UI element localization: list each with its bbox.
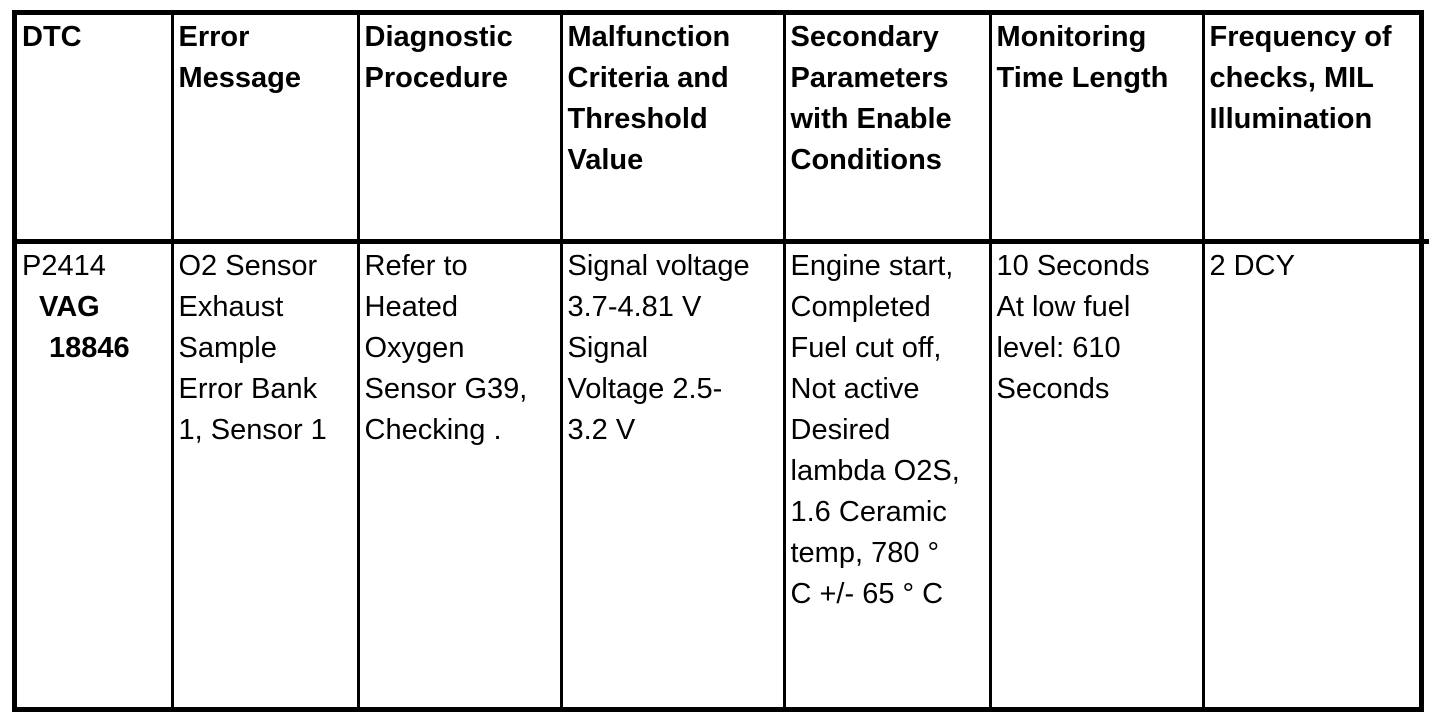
cell-line: temp, 780 ° bbox=[790, 536, 940, 569]
cell-line: level: 610 bbox=[996, 331, 1121, 364]
cell-line: Desired bbox=[790, 413, 891, 446]
header-line: Secondary bbox=[790, 21, 939, 53]
cell-line: Heated bbox=[364, 290, 459, 323]
header-line: Procedure bbox=[364, 62, 508, 94]
cell-line: Signal bbox=[567, 331, 649, 364]
cell-line: 3.2 V bbox=[567, 413, 636, 446]
dtc-table-frame bbox=[12, 10, 1424, 712]
header-line: Conditions bbox=[790, 144, 942, 176]
cell-line: C +/- 65 ° C bbox=[790, 577, 944, 610]
cell-line: 2 DCY bbox=[1209, 249, 1295, 282]
cell-dtc bbox=[17, 241, 172, 707]
cell-line: Sensor G39, bbox=[364, 372, 528, 405]
header-line: Time Length bbox=[996, 62, 1169, 94]
dtc-table bbox=[17, 15, 1429, 707]
cell-line: Oxygen bbox=[364, 331, 465, 364]
cell-line: At low fuel bbox=[996, 290, 1131, 323]
header-secondary-parameters bbox=[784, 15, 990, 241]
header-diagnostic-procedure bbox=[358, 15, 561, 241]
header-line: with Enable bbox=[790, 103, 952, 135]
header-frequency bbox=[1203, 15, 1429, 241]
header-dtc bbox=[17, 15, 172, 241]
header-line: Diagnostic bbox=[364, 21, 513, 53]
cell-malfunction-criteria bbox=[561, 241, 784, 707]
cell-line: 1.6 Ceramic bbox=[790, 495, 947, 528]
cell-error-message bbox=[172, 241, 358, 707]
cell-line: Refer to bbox=[364, 249, 468, 282]
cell-diagnostic-procedure bbox=[358, 241, 561, 707]
cell-line: Checking . bbox=[364, 413, 502, 446]
cell-line: lambda O2S, bbox=[790, 454, 960, 487]
header-line: Parameters bbox=[790, 62, 949, 94]
header-line: DTC bbox=[22, 21, 82, 53]
cell-monitoring-time bbox=[990, 241, 1203, 707]
header-malfunction-criteria bbox=[561, 15, 784, 241]
dtc-code: P2414 bbox=[22, 249, 106, 282]
vag-label: VAG bbox=[39, 290, 100, 323]
header-line: Criteria and bbox=[567, 62, 729, 94]
header-error-message bbox=[172, 15, 358, 241]
cell-line: Signal voltage bbox=[567, 249, 750, 282]
cell-line: Exhaust bbox=[178, 290, 284, 323]
header-line: Frequency of bbox=[1209, 21, 1392, 53]
cell-secondary-parameters bbox=[784, 241, 990, 707]
header-line: Value bbox=[567, 144, 644, 176]
cell-line: 3.7-4.81 V bbox=[567, 290, 702, 323]
cell-line: Voltage 2.5- bbox=[567, 372, 723, 405]
header-line: checks, MIL bbox=[1209, 62, 1374, 94]
vag-code: 18846 bbox=[49, 331, 130, 364]
table-row bbox=[17, 241, 1429, 707]
cell-line: Seconds bbox=[996, 372, 1110, 405]
cell-line: 1, Sensor 1 bbox=[178, 413, 327, 446]
cell-line: 10 Seconds bbox=[996, 249, 1150, 282]
cell-line: O2 Sensor bbox=[178, 249, 318, 282]
header-row bbox=[17, 15, 1429, 241]
cell-line: Sample bbox=[178, 331, 277, 364]
header-line: Malfunction bbox=[567, 21, 731, 53]
cell-line: Not active bbox=[790, 372, 920, 405]
header-line: Error bbox=[178, 21, 250, 53]
cell-frequency bbox=[1203, 241, 1429, 707]
header-line: Threshold bbox=[567, 103, 708, 135]
cell-line: Engine start, bbox=[790, 249, 954, 282]
header-line: Illumination bbox=[1209, 103, 1373, 135]
header-line: Monitoring bbox=[996, 21, 1147, 53]
cell-line: Error Bank bbox=[178, 372, 318, 405]
cell-line: Fuel cut off, bbox=[790, 331, 942, 364]
cell-line: Completed bbox=[790, 290, 931, 323]
header-monitoring-time bbox=[990, 15, 1203, 241]
header-line: Message bbox=[178, 62, 302, 94]
